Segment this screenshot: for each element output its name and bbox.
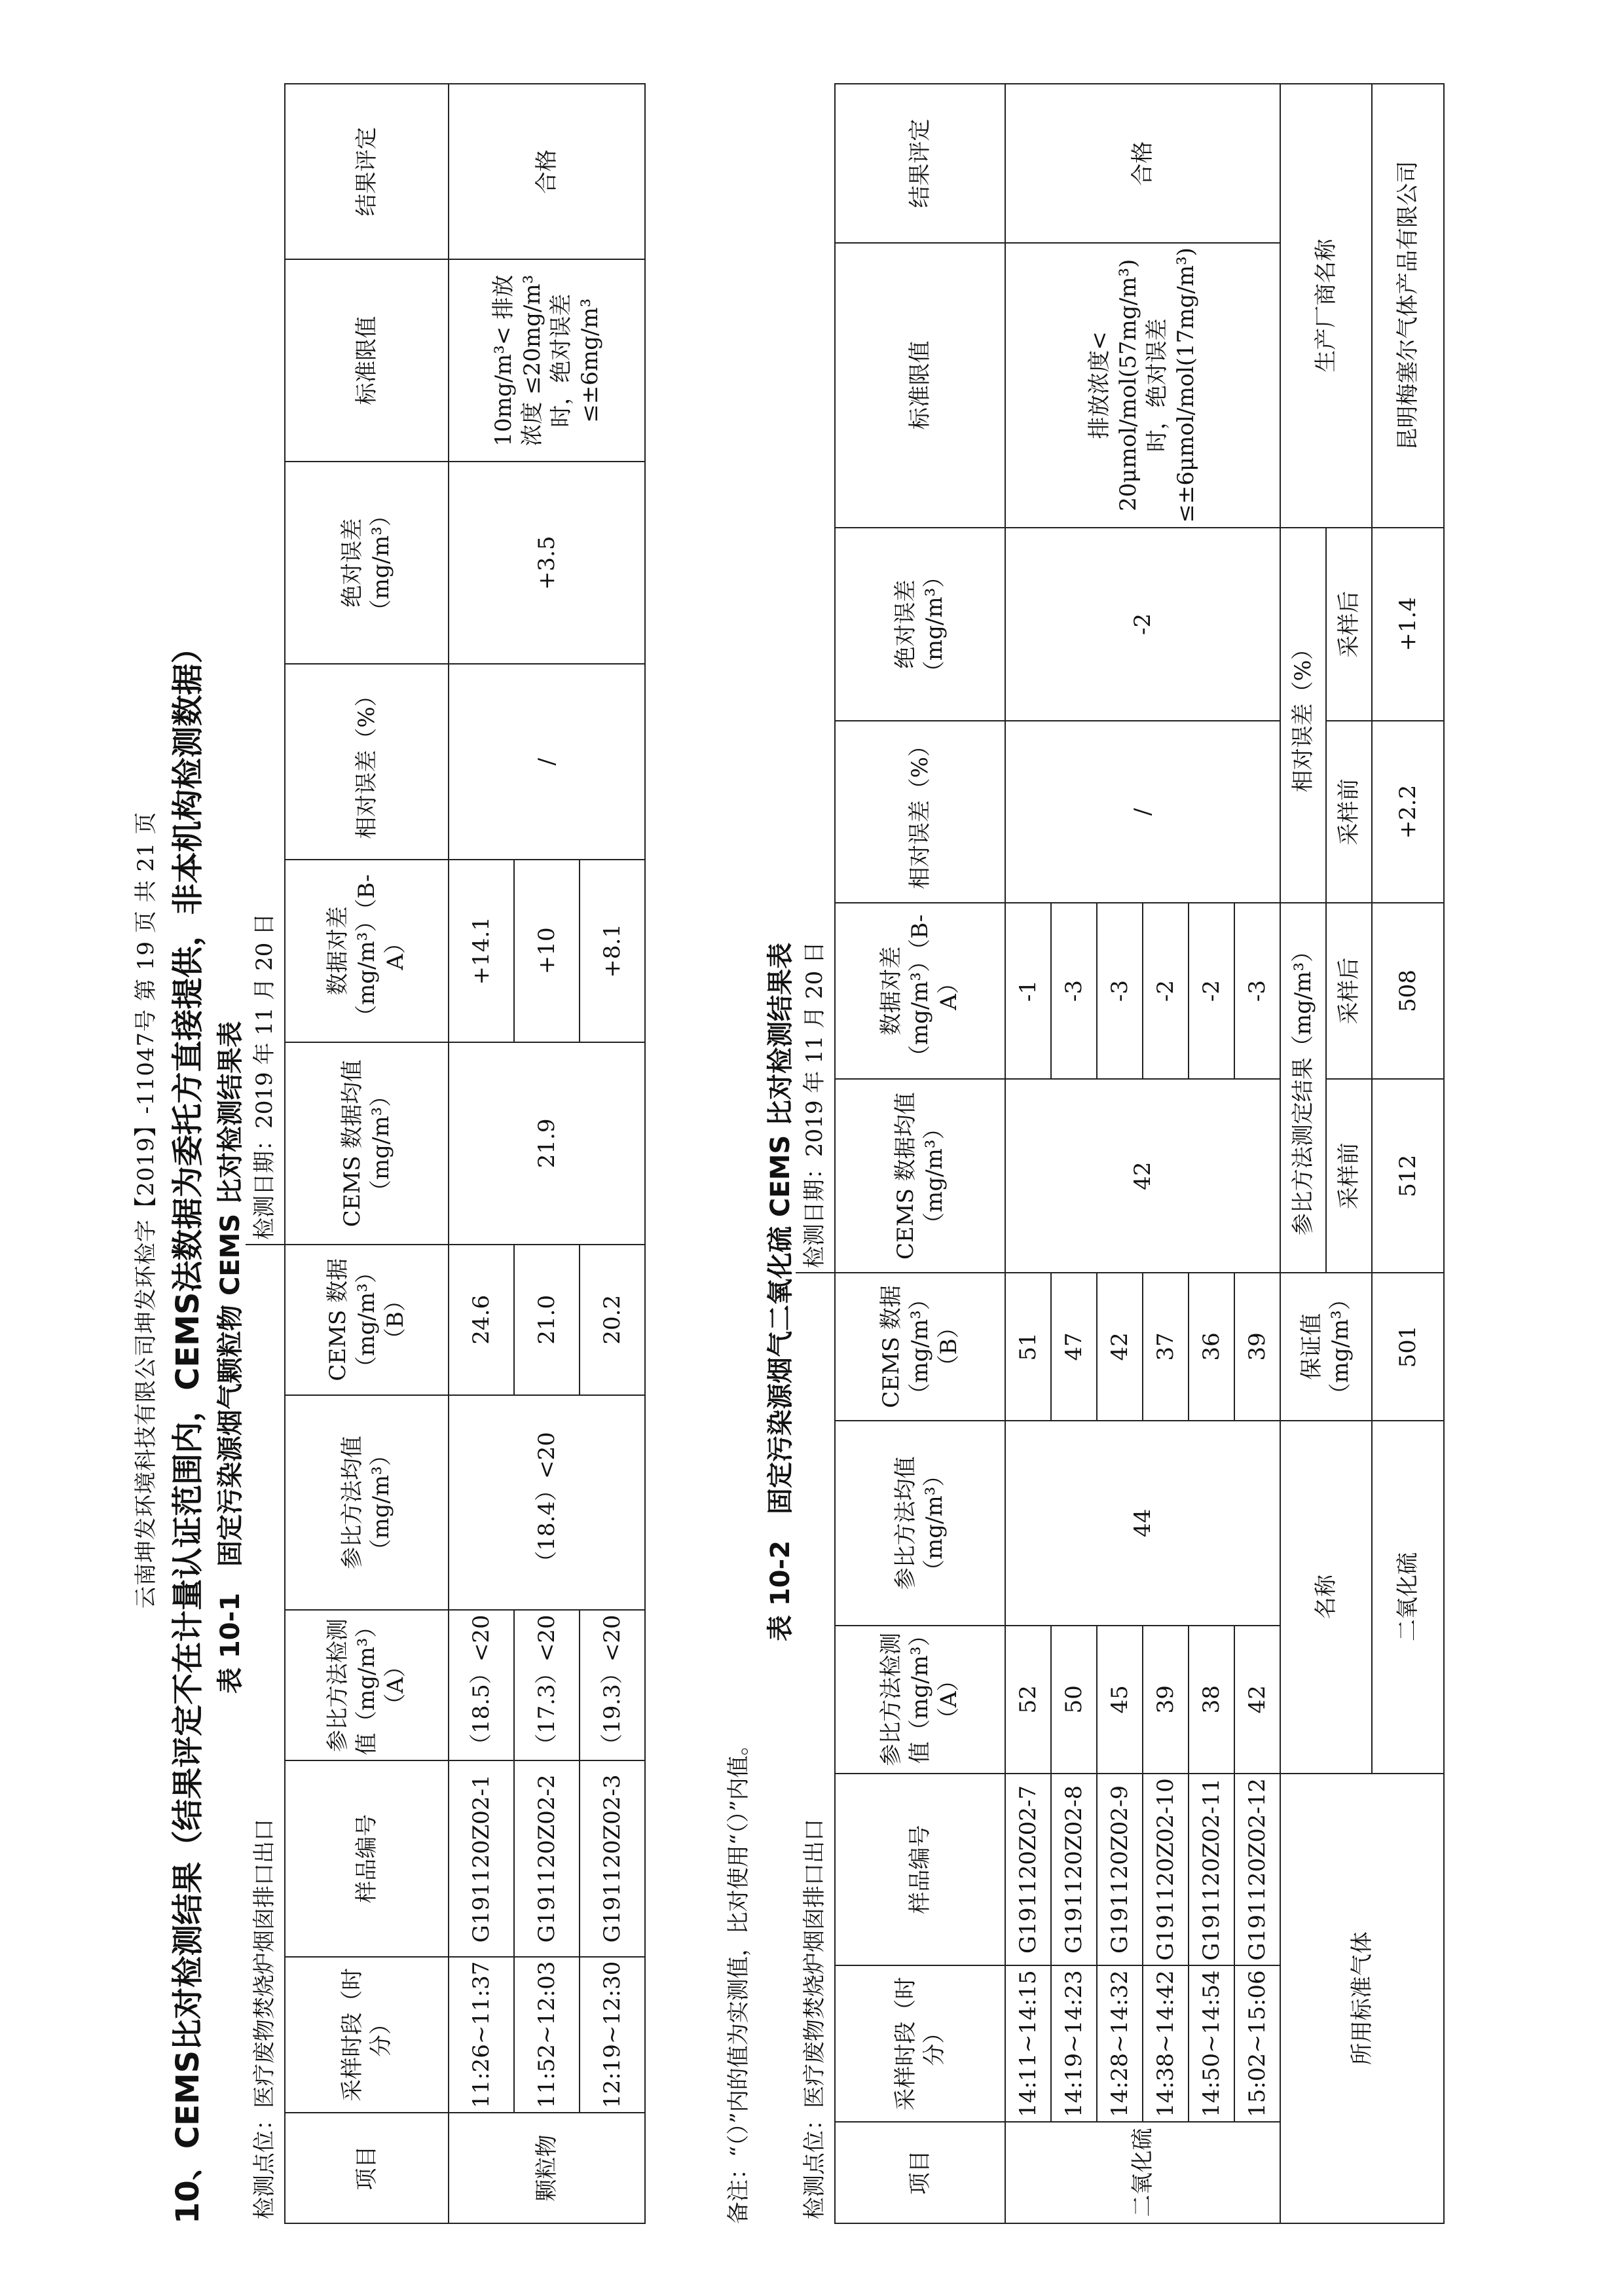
table-row — [449, 84, 514, 2223]
cems-cell: 37 — [1143, 1273, 1189, 1421]
cems-cell: 36 — [1189, 1273, 1234, 1421]
gas-maker: 昆明梅塞尔气体产品有限公司 — [1372, 84, 1444, 528]
report-header: 云南坤发环境科技有限公司坤发环检字【2019】-11047号 第 19 页 共 21 页 — [133, 811, 159, 1609]
ref-cell: （18.5）<20 — [449, 1610, 514, 1760]
cems-cell: 39 — [1234, 1273, 1280, 1421]
gas-maker-header: 生产厂商名称 — [1280, 84, 1372, 528]
th: 数据对差（mg/m³）（B-A） — [835, 903, 1005, 1079]
gas-cert: 501 — [1372, 1273, 1444, 1421]
sample-cell: G191120Z02-1 — [449, 1760, 514, 1957]
time-cell: 11:26~11:37 — [449, 1957, 514, 2113]
cems-avg-cell: 21.9 — [449, 1042, 645, 1245]
time-cell: 14:19~14:23 — [1051, 1965, 1097, 2121]
ref-cell: （19.3）<20 — [580, 1610, 645, 1760]
th: CEMS 数据均值（mg/m³） — [285, 1042, 449, 1245]
sample-cell: G191120Z02-3 — [580, 1760, 645, 1957]
abs-err-cell: +3.5 — [449, 462, 645, 664]
table1-header-row — [285, 84, 449, 2223]
th: 绝对误差（mg/m³） — [285, 462, 449, 664]
sample-cell: G191120Z02-10 — [1143, 1774, 1189, 1966]
gas-name: 二氧化硫 — [1372, 1421, 1444, 1774]
ref-cell: 42 — [1234, 1626, 1280, 1774]
time-cell: 14:11~14:15 — [1005, 1965, 1051, 2121]
ref-cell: 38 — [1189, 1626, 1234, 1774]
rel-err-cell: / — [449, 664, 645, 859]
sample-cell: G191120Z02-9 — [1097, 1774, 1143, 1966]
table1-date: 检测日期：2019 年 11 月 20 日 — [246, 84, 285, 1245]
th: 参比方法检测值（mg/m³）（A） — [835, 1626, 1005, 1774]
gas-err-after: +1.4 — [1372, 528, 1444, 721]
ref-avg-cell: 44 — [1005, 1421, 1280, 1626]
ref-avg-cell: （18.4）<20 — [449, 1395, 645, 1611]
th: 相对误差（%） — [285, 664, 449, 859]
rel-err-cell: / — [1005, 721, 1280, 902]
table2 — [796, 83, 1445, 2224]
gas-after-header: 采样后 — [1326, 903, 1372, 1079]
th: 项目 — [835, 2122, 1005, 2223]
gas-relerr-header: 相对误差（%） — [1280, 528, 1326, 903]
time-cell: 11:52~12:03 — [514, 1957, 580, 2113]
ref-cell: 50 — [1051, 1626, 1097, 1774]
gas-label: 所用标准气体 — [1280, 1774, 1444, 2223]
diff-cell: +14.1 — [449, 860, 514, 1042]
th: CEMS 数据（mg/m³）（B） — [285, 1245, 449, 1395]
cems-cell: 20.2 — [580, 1245, 645, 1395]
table2-header-row — [835, 84, 1005, 2223]
time-cell: 12:19~12:30 — [580, 1957, 645, 2113]
table2-location: 检测点位：医疗废物焚烧炉烟囱排口出口 — [796, 1273, 835, 2223]
gas-before: 512 — [1372, 1079, 1444, 1273]
table1 — [246, 83, 646, 2224]
sample-cell: G191120Z02-12 — [1234, 1774, 1280, 1966]
table2-date: 检测日期：2019 年 11 月 20 日 — [796, 84, 835, 1273]
th: 项目 — [285, 2113, 449, 2223]
th: 采样时段（时分） — [285, 1957, 449, 2113]
gas-err-before: +2.2 — [1372, 721, 1444, 902]
result-cell: 合格 — [1005, 84, 1280, 243]
diff-cell: -3 — [1051, 903, 1097, 1079]
sample-cell: G191120Z02-11 — [1189, 1774, 1234, 1966]
diff-cell: +8.1 — [580, 860, 645, 1042]
abs-err-cell: -2 — [1005, 528, 1280, 721]
ref-cell: 45 — [1097, 1626, 1143, 1774]
th: 结果评定 — [285, 84, 449, 259]
time-cell: 15:02~15:06 — [1234, 1965, 1280, 2121]
gas-header-row — [1280, 84, 1326, 2223]
limit-cell: 排放浓度< 20μmol/mol(57mg/m³) 时，绝对误差 ≤±6μmol/mol(17mg/m³) — [1005, 243, 1280, 527]
cems-avg-cell: 42 — [1005, 1079, 1280, 1273]
th: 采样时段（时分） — [835, 1965, 1005, 2121]
cems-cell: 51 — [1005, 1273, 1051, 1421]
time-cell: 14:38~14:42 — [1143, 1965, 1189, 2121]
item-cell: 颗粒物 — [449, 2113, 645, 2223]
gas-before-header: 采样前 — [1326, 1079, 1372, 1273]
sample-cell: G191120Z02-7 — [1005, 1774, 1051, 1966]
time-cell: 14:28~14:32 — [1097, 1965, 1143, 2121]
th: 样品编号 — [835, 1774, 1005, 1966]
ref-cell: 39 — [1143, 1626, 1189, 1774]
th: 参比方法均值（mg/m³） — [835, 1421, 1005, 1626]
th: 标准限值 — [285, 259, 449, 462]
diff-cell: -2 — [1143, 903, 1189, 1079]
cems-cell: 42 — [1097, 1273, 1143, 1421]
sample-cell: G191120Z02-2 — [514, 1760, 580, 1957]
th: 参比方法均值（mg/m³） — [285, 1395, 449, 1611]
ref-cell: 52 — [1005, 1626, 1051, 1774]
th: 数据对差（mg/m³）（B-A） — [285, 860, 449, 1042]
diff-cell: -3 — [1097, 903, 1143, 1079]
th: 绝对误差（mg/m³） — [835, 528, 1005, 721]
gas-method-header: 参比方法测定结果（mg/m³） — [1280, 903, 1326, 1273]
ref-cell: （17.3）<20 — [514, 1610, 580, 1760]
th: CEMS 数据（mg/m³）（B） — [835, 1273, 1005, 1421]
th: 标准限值 — [835, 243, 1005, 527]
table-row — [1005, 84, 1051, 2223]
table1-caption: 表 10-1 固定污染源烟气颗粒物 CEMS 比对检测结果表 — [215, 1021, 246, 1694]
diff-cell: +10 — [514, 860, 580, 1042]
gas-name-header: 名称 — [1280, 1421, 1372, 1774]
limit-cell: 10mg/m³< 排放浓度 ≤20mg/m³ 时，绝对误差 ≤±6mg/m³ — [449, 259, 645, 462]
section-title: 10、CEMS比对检测结果（结果评定不在计量认证范围内，CEMS法数据为委托方直接提供，非本机构检测数据） — [170, 632, 206, 2224]
diff-cell: -2 — [1189, 903, 1234, 1079]
cems-cell: 24.6 — [449, 1245, 514, 1395]
cems-cell: 47 — [1051, 1273, 1097, 1421]
note: 备注：“（）”内的值为实测值，比对使用“（）”内值。 — [726, 1733, 752, 2224]
diff-cell: -1 — [1005, 903, 1051, 1079]
gas-after: 508 — [1372, 903, 1444, 1079]
gas-cert-header: 保证值（mg/m³） — [1280, 1273, 1372, 1421]
th: 样品编号 — [285, 1760, 449, 1957]
th: 结果评定 — [835, 84, 1005, 243]
time-cell: 14:50~14:54 — [1189, 1965, 1234, 2121]
th: CEMS 数据均值（mg/m³） — [835, 1079, 1005, 1273]
cems-cell: 21.0 — [514, 1245, 580, 1395]
th: 参比方法检测值（mg/m³）（A） — [285, 1610, 449, 1760]
result-cell: 合格 — [449, 84, 645, 259]
diff-cell: -3 — [1234, 903, 1280, 1079]
table2-caption: 表 10-2 固定污染源烟气二氧化硫 CEMS 比对检测结果表 — [766, 942, 796, 1641]
table1-location: 检测点位：医疗废物焚烧炉烟囱排口出口 — [246, 1245, 285, 2223]
sample-cell: G191120Z02-8 — [1051, 1774, 1097, 1966]
gas-err-before-header: 采样前 — [1326, 721, 1372, 902]
gas-err-after-header: 采样后 — [1326, 528, 1372, 721]
item-cell: 二氧化硫 — [1005, 2122, 1280, 2223]
th: 相对误差（%） — [835, 721, 1005, 902]
